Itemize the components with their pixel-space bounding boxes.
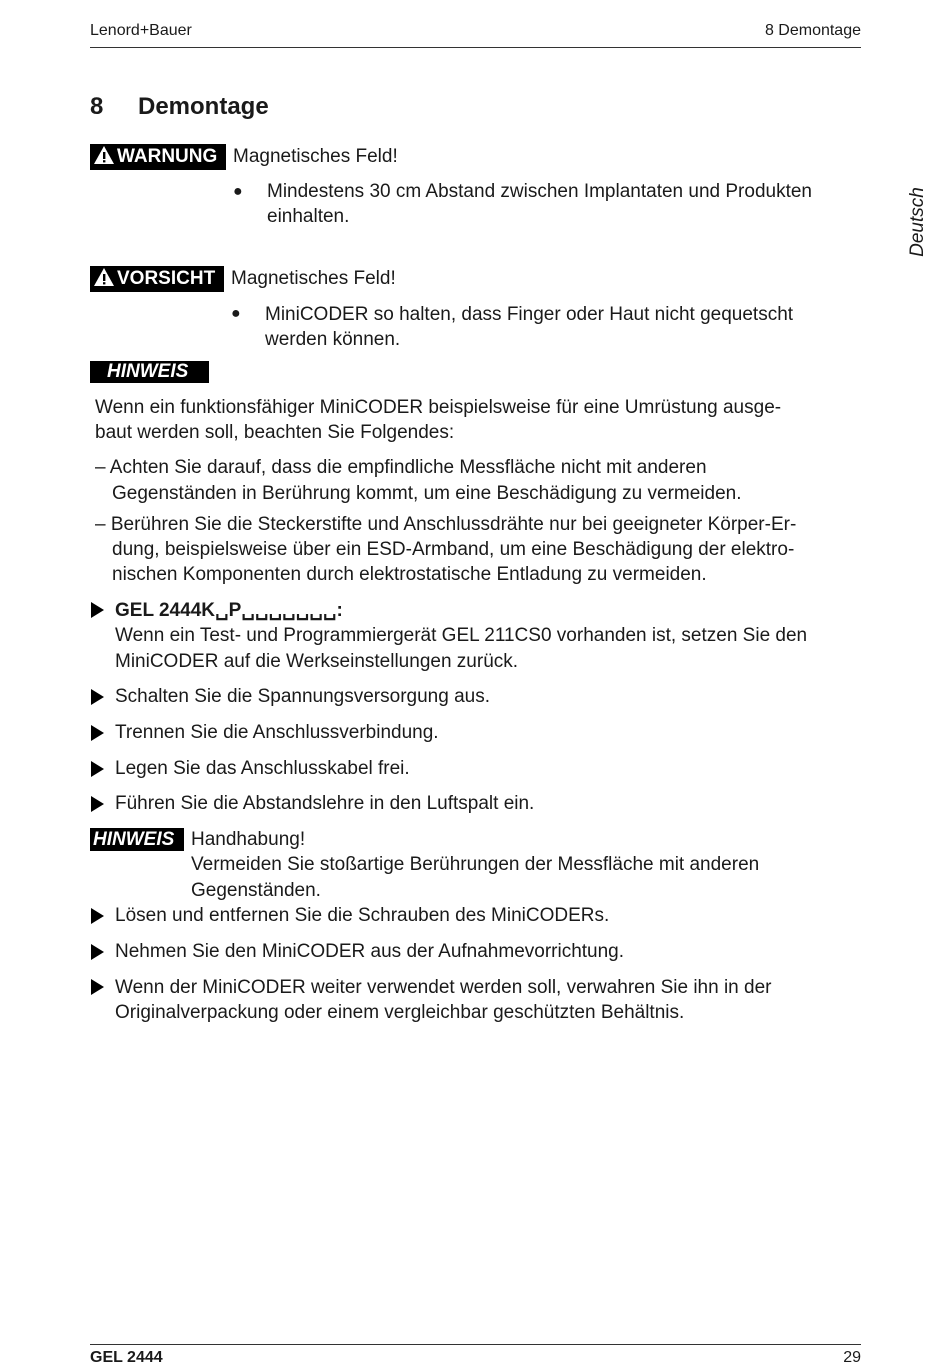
caution-bullet-dot: ● <box>231 305 241 322</box>
step-1-line1: Wenn ein Test- und Programmiergerät GEL 211CS0 vorhanden ist, setzen Sie den <box>115 625 808 646</box>
footer-product: GEL 2444 <box>90 1349 163 1366</box>
step-1-line2: MiniCODER auf die Werkseinstellungen zurück. <box>115 651 519 672</box>
step-1-title: GEL 2444K␣P␣␣␣␣␣␣␣: <box>115 600 343 621</box>
warning-title: Magnetisches Feld! <box>233 146 398 167</box>
handling-notice-line1: Vermeiden Sie stoßartige Berührungen der Messfläche mit anderen <box>191 854 760 875</box>
step-8-line1: Wenn der MiniCODER weiter verwendet werden soll, verwahren Sie ihn in der <box>115 977 772 998</box>
notice-intro-line2: baut werden soll, beachten Sie Folgendes: <box>95 422 455 443</box>
header-left: Lenord+Bauer <box>90 22 192 39</box>
handling-notice-badge: HINWEIS <box>90 828 184 851</box>
notice-intro-line1: Wenn ein funktionsfähiger MiniCODER beispielsweise für eine Umrüstung ausge- <box>95 397 782 418</box>
step-arrow-icon <box>91 944 104 960</box>
step-2: Schalten Sie die Spannungsversorgung aus. <box>115 686 490 707</box>
notice-badge: HINWEIS <box>90 361 209 383</box>
caution-title: Magnetisches Feld! <box>231 268 396 289</box>
notice-item-2-line3: nischen Komponenten durch elektrostatische Entladung zu vermeiden. <box>112 564 707 585</box>
caution-badge: VORSICHT <box>90 266 224 292</box>
step-arrow-icon <box>91 979 104 995</box>
step-arrow-icon <box>91 689 104 705</box>
notice-item-2-line2: dung, beispielsweise über ein ESD-Armband, um eine Beschädigung der elektro- <box>112 539 795 560</box>
step-arrow-icon <box>91 908 104 924</box>
section-title: Demontage <box>138 93 269 120</box>
notice-item-2-line1: – Berühren Sie die Steckerstifte und Anschlussdrähte nur bei geeigneter Körper-Er- <box>95 514 797 535</box>
step-arrow-icon <box>91 761 104 777</box>
step-arrow-icon <box>91 725 104 741</box>
step-arrow-icon <box>91 796 104 812</box>
warning-badge: WARNUNG <box>90 144 226 170</box>
step-8-line2: Originalverpackung oder einem vergleichbar geschützten Behältnis. <box>115 1002 685 1023</box>
step-6: Lösen und entfernen Sie die Schrauben des MiniCODERs. <box>115 905 610 926</box>
warning-bullet-line1: Mindestens 30 cm Abstand zwischen Implantaten und Produkten <box>267 181 812 202</box>
step-4: Legen Sie das Anschlusskabel frei. <box>115 758 410 779</box>
page-number: 29 <box>843 1349 861 1366</box>
header-right: 8 Demontage <box>764 22 861 39</box>
warning-bullet-line2: einhalten. <box>267 206 350 227</box>
header-rule <box>90 47 861 48</box>
caution-triangle-icon <box>93 267 115 287</box>
warning-bullet-dot: ● <box>233 183 243 200</box>
handling-notice-title: Handhabung! <box>191 829 306 850</box>
caution-bullet-line2: werden können. <box>265 329 401 350</box>
step-7: Nehmen Sie den MiniCODER aus der Aufnahmevorrichtung. <box>115 941 625 962</box>
caution-bullet-line1: MiniCODER so halten, dass Finger oder Haut nicht gequetscht <box>265 304 794 325</box>
handling-notice-line2: Gegenständen. <box>191 880 321 901</box>
step-5: Führen Sie die Abstandslehre in den Luftspalt ein. <box>115 793 535 814</box>
warning-triangle-icon <box>93 145 115 165</box>
notice-item-1-line2: Gegenständen in Berührung kommt, um eine Beschädigung zu vermeiden. <box>112 483 742 504</box>
footer-rule <box>90 1344 861 1345</box>
step-arrow-icon <box>91 602 104 618</box>
section-number: 8 <box>90 93 104 120</box>
language-tab: Deutsch <box>907 187 928 257</box>
notice-item-1-line1: – Achten Sie darauf, dass die empfindliche Messfläche nicht mit anderen <box>95 457 707 478</box>
step-3: Trennen Sie die Anschlussverbindung. <box>115 722 439 743</box>
